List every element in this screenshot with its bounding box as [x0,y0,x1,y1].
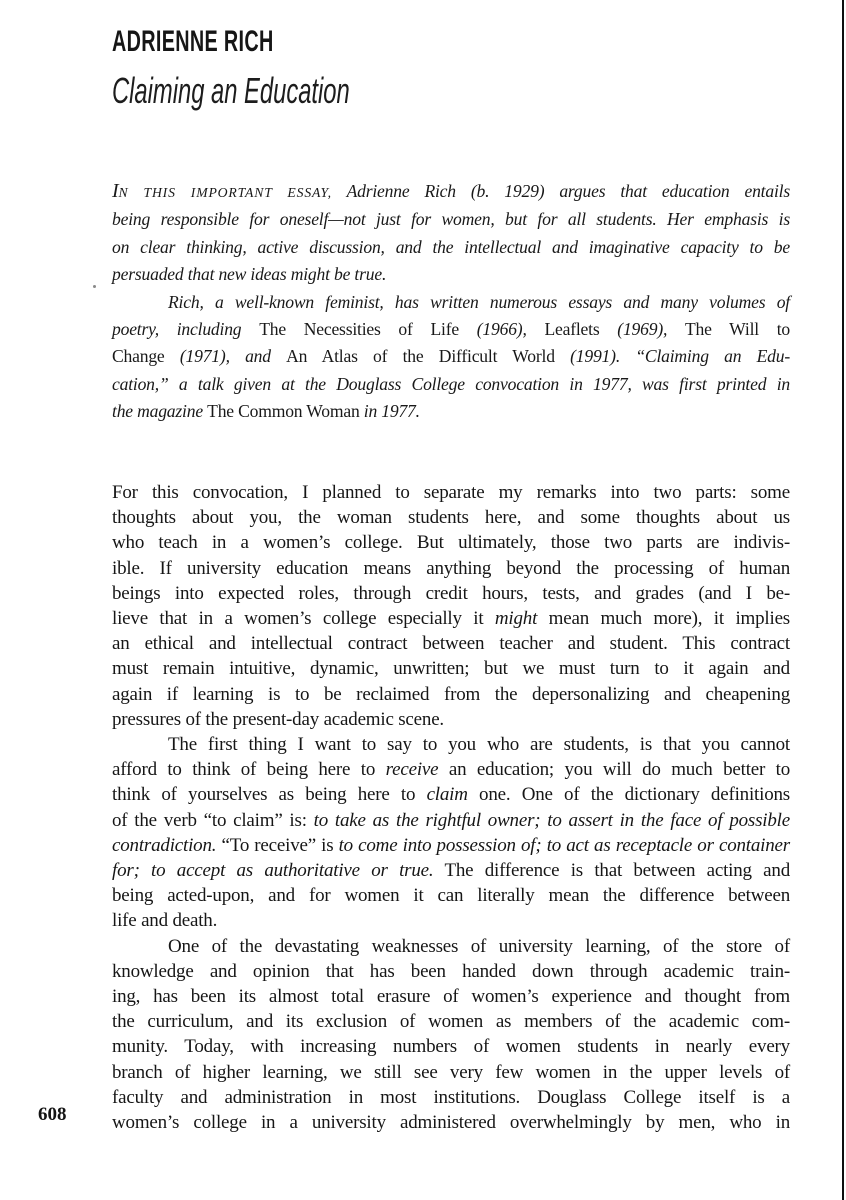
text-line [112,883,790,908]
text-run: receive [385,759,439,781]
text-run: being responsible for oneself—not just for women, but for all students. Her emphasis is [112,209,790,230]
text-run: contradiction. [112,834,217,856]
text-line [112,682,790,707]
text-line [112,808,790,833]
text-run: “To receive” is [216,834,339,856]
text-run: pressures of the present-day academic scene. [112,708,444,730]
text-line [112,984,790,1009]
text-line [112,757,790,782]
text-run: One of the devastating weaknesses of university learning, of the store of [168,935,790,957]
text-run: munity. Today, with increasing numbers of women students in nearly every [112,1036,790,1058]
text-line [112,1110,790,1135]
text-line [112,707,790,732]
text-line [112,206,790,233]
text-run: cation,” a talk given at the Douglass College convocation in 1977, was first printed in [112,373,790,394]
text-line [112,371,790,398]
text-line [112,782,790,807]
text-run: The difference is that between acting and [433,860,791,882]
text-run: knowledge and opinion that has been handed down through academic train- [112,960,790,982]
text-run: persuaded that new ideas might be true. [112,264,387,285]
text-run: one. One of the dictionary definitions [467,784,790,806]
text-line [112,581,790,606]
text-run: who teach in a women’s college. But ultimately, those two parts are indivis- [112,532,790,554]
text-run: claim [426,784,468,806]
text-run: being acted-upon, and for women it can literally mean the difference between [112,885,790,907]
page-edge-line [842,0,844,1200]
text-line [112,656,790,681]
text-run: Leaflets [544,319,618,340]
text-run: to take as the rightful owner; to assert in the face of possible [313,809,790,831]
text-line [112,732,790,757]
text-run: The Will to [684,319,791,340]
text-run: beings into expected roles, through credit hours, tests, and grades (and I be- [112,582,790,604]
text-run: life and death. [112,910,218,932]
text-line [112,606,790,631]
text-line [112,398,790,425]
text-line [112,1009,790,1034]
text-run: thoughts about you, the woman students here, and some thoughts about us [112,507,790,529]
text-run: N THIS IMPORTANT ESSAY, [118,185,332,200]
text-line [112,1034,790,1059]
text-run: The Common Woman [207,401,364,422]
essay-header [112,26,792,110]
paragraph [112,934,790,1136]
text-line [112,1085,790,1110]
text-run: poetry, including [112,319,260,340]
text-run: (1971), and [179,346,287,367]
text-line [112,934,790,959]
text-run: an education; you will do much better to [438,759,791,781]
paragraph [112,732,790,934]
text-run: Adrienne Rich (b. 1929) argues that education entails [331,181,790,201]
text-line [112,556,790,581]
page-number: 608 [38,1104,67,1125]
text-line [112,234,790,261]
text-line [112,833,790,858]
text-line [112,178,790,206]
text-run: Change [112,346,180,367]
text-run: branch of higher learning, we still see very few women in the upper levels of [112,1061,790,1083]
text-run: mean much more), it implies [537,608,790,630]
text-run: for; to accept as authoritative or true. [112,860,434,882]
essay-title: Claiming an Education [112,70,350,111]
text-line [112,631,790,656]
text-run: think of yourselves as being here to [112,784,427,806]
headnote-section [112,178,790,426]
text-run: again if learning is to be reclaimed from the depersonalizing and cheapening [112,683,790,705]
text-run: I [112,180,119,202]
text-line [112,908,790,933]
text-line [112,1060,790,1085]
text-line [112,316,790,343]
text-run: The Necessities of Life [259,319,477,340]
text-run: (1969), [617,319,685,340]
text-run: Rich, a well-known feminist, has written numerous essays and many volumes of [168,291,790,312]
text-run: faculty and administration in most institutions. Douglass College itself is a [112,1086,790,1108]
text-line [112,480,790,505]
text-run: For this convocation, I planned to separate my remarks into two parts: some [112,482,790,503]
text-run: on clear thinking, active discussion, and the intellectual and imaginative capacity to be [112,236,790,257]
text-run: afford to think of being here to [112,759,386,781]
text-run: The first thing I want to say to you who are students, is that you cannot [168,734,790,756]
text-line [112,261,790,288]
text-line [112,530,790,555]
text-line [112,858,790,883]
essay-body-section [112,480,790,1135]
text-run: (1966), [476,319,545,340]
text-run: the magazine [112,401,208,422]
text-line [112,959,790,984]
text-line [112,343,790,370]
text-run: ible. If university education means anything beyond the processing of human [112,557,790,579]
text-run: an ethical and intellectual contract between teacher and student. This contract [112,633,790,655]
text-run: to come into possession of; to act as receptacle or container [338,834,790,856]
text-line [112,505,790,530]
paragraph [112,289,790,426]
text-run: women’s college in a university administered overwhelmingly by men, who in [112,1112,790,1134]
text-run: the curriculum, and its exclusion of women as members of the academic com- [112,1011,790,1033]
text-run: might [494,608,538,630]
paragraph [112,178,790,289]
text-run: lieve that in a women’s college especially it [112,608,495,630]
text-run: of the verb “to claim” is: [112,809,314,831]
text-run: ing, has been its almost total erasure of women’s experience and thought from [112,986,790,1008]
text-line [112,289,790,316]
text-run: (1991). “Claiming an Edu- [570,346,791,367]
text-run: in 1977. [363,401,420,422]
paragraph [112,480,790,732]
scan-artifact-dot [93,285,96,288]
text-run: must remain intuitive, dynamic, unwritten; but we must turn to it again and [112,658,790,680]
author-name: ADRIENNE RICH [112,25,274,58]
text-run: An Atlas of the Difficult World [286,346,571,367]
